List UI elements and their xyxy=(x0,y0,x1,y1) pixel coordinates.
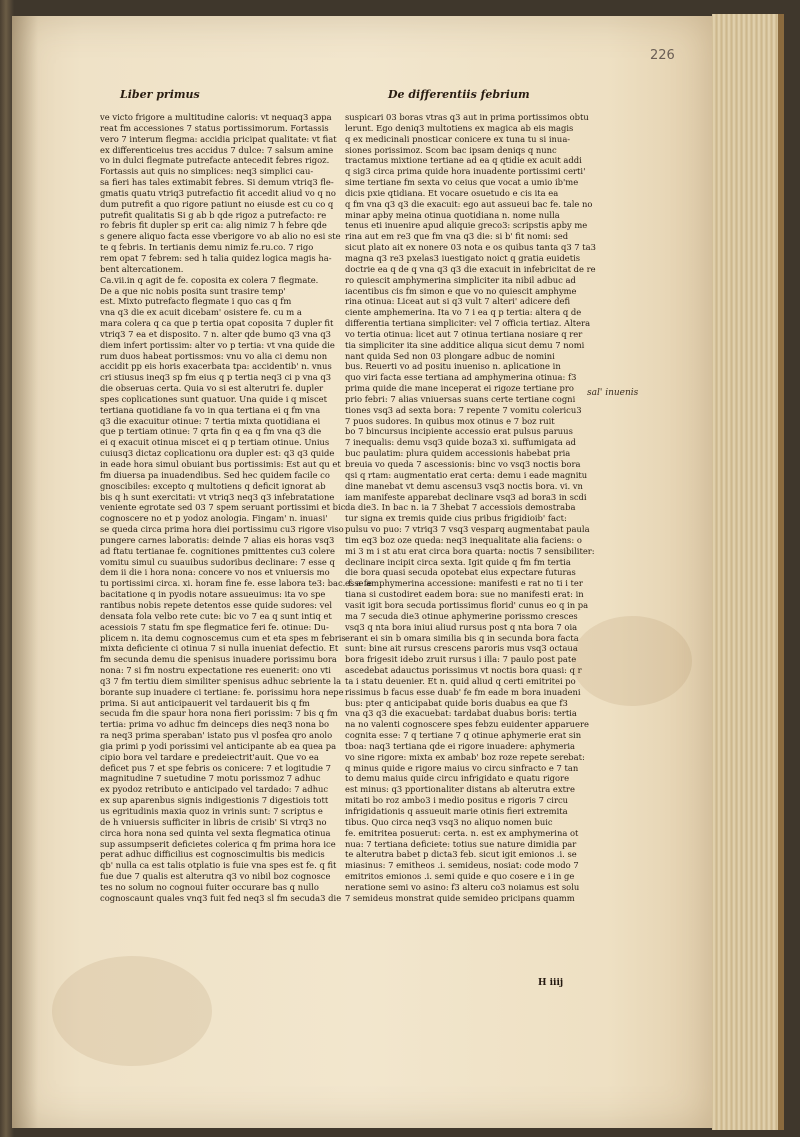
text-line: ex pyodoz retributo e anticipado vel tardado: 7 adhuc xyxy=(100,784,329,795)
text-line: tractamus mixtione tertiane ad ea q qtidie ex acuit addi xyxy=(345,155,582,166)
text-line: tibus. Quo circa neq3 vsq3 no aliquo nomen buic xyxy=(345,816,553,827)
text-line: bent altercationem. xyxy=(100,263,184,274)
text-line: ro febris fit dupler sp erit ca: alig nimiz 7 h febre qde xyxy=(100,220,327,231)
text-line: emitritos emionos .i. semi quide e quo cosere e i in ge xyxy=(345,871,575,882)
text-line: mi 3 m i st atu erat circa bora quarta: noctis 7 sensibiliter: xyxy=(345,545,595,556)
text-line: dum putrefit a quo rigore patiunt no eiusde est cu co q xyxy=(100,198,334,209)
text-line: rem opat 7 febrem: sed h talia quidez logica magis ha- xyxy=(100,252,332,263)
text-line: cuiusq3 dictaz coplicationu ora dupler est: q3 q3 quide xyxy=(100,448,335,459)
text-line: ex sup aparenbus signis indigestionis 7 digestiois tott xyxy=(100,795,329,806)
text-line: us egritudinis maxia quoz in vrinis sunt: 7 scriptus e xyxy=(100,806,323,816)
text-line: magnitudine 7 suetudine 7 motu porissmoz 7 adhuc xyxy=(100,773,321,784)
text-line: tertia: prima vo adhuc fm deinceps dies neq3 nona bo xyxy=(100,719,330,730)
text-line: cri stiusus ineq3 sp fm eius q p tertia neq3 ci p vna q3 xyxy=(100,372,332,383)
text-line: miasinus: 7 emitheos .i. semideus, nosiat: code modo 7 xyxy=(345,860,579,871)
text-line: breuia vo queda 7 ascessionis: binc vo vsq3 noctis bora xyxy=(345,459,581,469)
text-line: s genere aliquo facta esse vberigore vo ab alio no esi ste xyxy=(100,231,341,242)
text-line: sa fieri has tales extimabit febres. Si demum vtriq3 fle- xyxy=(100,177,334,188)
text-line: 7 puos sudores. In quibus mox otinus e 7 boz ruit xyxy=(345,415,555,426)
text-line: nant quida Sed non 03 plongare adbuc de nomini xyxy=(345,350,555,361)
text-line: rina aut em re3 que fm vna q3 die: si b' fit nomi: sed xyxy=(345,231,569,242)
text-line: vna q3 q3 die exacuebat: tardabat duabus boris: tertia xyxy=(345,708,577,719)
text-line: veniente egrotate sed 03 7 spem seruant portissimi et bic xyxy=(100,502,346,513)
text-line: deficet pus 7 et spe febris os conicere: 7 et logitudie 7 xyxy=(100,762,331,773)
text-line: ve victo frigore a multitudine caloris: vt nequaq3 appa xyxy=(100,112,332,122)
text-line: infrigidationis q assueuit marie otinis fieri extremita xyxy=(345,806,568,816)
text-line: ro quiescit amphymerina simpliciter ita nibil adbuc ad xyxy=(345,274,576,285)
text-line: to demu maius quide circu infrigidato e quatu rigore xyxy=(345,773,570,784)
text-line: 7 semideus monstrat quide semideo pricipans quamm xyxy=(345,892,575,903)
text-line: q ex medicinali pnosticar conicere ex tuna tu si inua- xyxy=(345,133,571,144)
text-line: bo 7 bincursus incipiente accessio erat pulsus paruus xyxy=(345,426,573,437)
text-line: mara colera q ca que p tertia opat coposita 7 dupler fit xyxy=(100,318,334,329)
text-line: vtriq3 7 ea et disposito. 7 n. alter qde bumo q3 vna q3 xyxy=(100,328,331,339)
text-line: 7 inequalis: demu vsq3 quide boza3 xi. suffumigata ad xyxy=(345,437,576,448)
text-line: lerunt. Ego deniq3 multotiens ex magica ab eis magis xyxy=(345,122,574,133)
paper-stain xyxy=(572,616,692,706)
text-line: fue due 7 qualis est alterutra q3 vo nibil boz cognosce xyxy=(100,871,331,882)
text-line: mitati bo roz ambo3 i medio positus e rigoris 7 circu xyxy=(345,795,569,806)
text-line: se queda circa prima hora diei portissimu cu3 rigore viso xyxy=(100,524,344,535)
text-line: iam manifeste apparebat declinare vsq3 ad bora3 in scdi xyxy=(345,491,587,502)
text-line: tur signa ex tremis quide cius pribus frigidioib' fact: xyxy=(345,513,567,524)
text-line: erant ei sin b omara similia bis q in secunda bora facta xyxy=(345,632,579,643)
text-line: densata fola velbo rete cute: bic vo 7 ea q sunt intiq et xyxy=(100,610,332,621)
text-line: Ca.vii.in q agit de fe. coposita ex colera 7 flegmate. xyxy=(100,274,319,285)
text-line: Fortassis aut quis no simplices: neq3 simplici cau- xyxy=(100,166,314,177)
text-line: acessiois 7 statu fm spe flegmatice feri fe. otinue: Du- xyxy=(100,621,329,632)
text-line: accidit pp eis horis exacerbata tpa: accidentib' n. vnus xyxy=(100,361,332,372)
text-line: tu portissimi circa. xi. horam fine fe. esse labora te3: bac. f. a fe xyxy=(100,578,372,589)
text-line: ta i statu deuenier. Et n. quid aliud q certi emitritei po xyxy=(345,675,576,686)
right-text-column xyxy=(345,112,596,992)
text-line: qsi q rtam: augmentatio erat certa: demu i eade magnitu xyxy=(345,469,588,480)
running-head-left: Liber primus xyxy=(120,88,200,101)
text-line: ascedebat adauctus porissimus vt noctis bora quasi: q r xyxy=(345,665,582,676)
paper-stain xyxy=(52,956,212,1066)
text-line: fm secunda demu die spenisus inuadere porissimu bora xyxy=(100,654,337,665)
text-line: minar apby meina otinua quotidiana n. nome nulla xyxy=(345,209,560,220)
text-line: que p tertiam otinue: 7 qrta fin q ea q fm vna q3 die xyxy=(100,426,322,437)
text-line: De a que nic nobis posita sunt trasire temp' xyxy=(100,285,286,296)
text-line: sunt: bine ait rursus crescens paroris mus vsq3 octaua xyxy=(345,643,578,654)
text-line: fe. emitritea posuerut: certa. n. est ex amphymerina ot xyxy=(345,827,579,838)
text-line: neratione semi vo asino: f3 alteru co3 noiamus est solu xyxy=(345,881,580,892)
text-line: dem ii die i hora nona: concere vo nos et vniuersis mo xyxy=(100,567,330,578)
signature-mark: H iiij xyxy=(538,978,564,988)
text-line: cipio bora vel tardare e predeiectrit'auit. Que vo ea xyxy=(100,751,319,762)
text-line: sup assumpserit deficietes colerica q fm prima hora ice xyxy=(100,838,336,849)
running-head-right: De differentiis febrium xyxy=(388,88,530,101)
text-line: bis q h sunt exercitati: vt vtriq3 neq3 q3 infebratatione xyxy=(100,491,335,502)
text-line: plicem n. ita demu cognoscemus cum et eta spes m febris xyxy=(100,632,346,643)
text-line: ei q exacuit otinua miscet ei q p tertiam otinue. Unius xyxy=(100,437,330,448)
text-line: tim eq3 boz oze queda: neq3 inequalitate alia faciens: o xyxy=(345,534,582,545)
text-line: declinare incipit circa sexta. Igit quide q fm fm tertia xyxy=(345,556,571,567)
text-line: ad ftatu tertianae fe. cognitiones pmittentes cu3 colere xyxy=(100,545,335,556)
text-line: na no valenti cognoscere spes febzu euidenter apparuere xyxy=(345,719,589,730)
text-line: sime tertiane fm sexta vo ceius que vocat a umio ib'me xyxy=(345,177,579,188)
text-line: vo tertia otinua: licet aut 7 otinua tertiana nosiare q rer xyxy=(345,328,583,339)
text-line: dine manebat vt demu ascensu3 vsq3 noctis bora. vi. vn xyxy=(345,480,583,491)
text-line: bus. Reuerti vo ad positu inueniso n. aplicatione in xyxy=(345,361,561,372)
text-line: te alterutra babet p dicta3 feb. sicut igit emionos .i. se xyxy=(345,849,577,860)
text-line: bora frigesit idebo zruit rursus i illa: 7 paulo post pate xyxy=(345,654,577,665)
text-line: die obseruas certa. Quia vo si est alterutri fe. dupler xyxy=(100,383,324,394)
text-line: fm diuersa pa inuadendibus. Sed hec quidem facile co xyxy=(100,469,330,480)
page-edges xyxy=(712,14,784,1130)
text-line: circa hora nona sed quinta vel sexta flegmatica otinua xyxy=(100,827,331,838)
text-line: tiones vsq3 ad sexta bora: 7 repente 7 vomitu colericu3 xyxy=(345,404,582,415)
text-line: vna q3 die ex acuit dicebam' osistere fe. cu m a xyxy=(100,307,302,318)
text-line: esse amphymerina accessione: manifesti e rat no ti i ter xyxy=(345,578,583,589)
text-line: tia simpliciter ita sine additice aliqua sicut demu 7 nomi xyxy=(345,339,585,350)
text-line: vasit igit bora secuda portissimus florid' cunus eo q in pa xyxy=(345,599,589,610)
text-line: prio febri: 7 alias vniuersas suans certe tertiane cogni xyxy=(345,393,576,404)
text-line: rum duos habeat portissmos: vnu vo alia ci demu non xyxy=(100,350,328,361)
text-line: diem infert portissim: alter vo p tertia: vt vna quide die xyxy=(100,339,335,350)
text-line: tenus eti inuenire apud aliquie greco3: scripstis apby me xyxy=(345,220,588,231)
text-line: cognoscaunt quales vnq3 fuit fed neq3 sl fm secuda3 die xyxy=(100,892,342,903)
text-line: pungere carnes laboratis: deinde 7 alias eis horas vsq3 xyxy=(100,534,335,545)
text-line: secuda fm die spaur hora nona fieri porissim: 7 bis q fm xyxy=(100,708,338,719)
text-line: quo viri facta esse tertiana ad amphymerina otinua: f3 xyxy=(345,372,577,383)
text-line: q minus quide e rigore maius vo circu sinfracto e 7 tan xyxy=(345,762,579,773)
text-line: gmatis quatu vtriq3 putrefactio fit accedit aliud vo q no xyxy=(100,187,336,198)
text-line: ciente amphemerina. Ita vo 7 i ea q p tertia: altera q de xyxy=(345,307,582,318)
text-line: die bora quasi secuda opotebat eius expectare futuras xyxy=(345,567,576,578)
text-line: dicis pxie qtidiana. Et vocare osuetudo e cis ita ea xyxy=(345,187,559,198)
text-line: da die3. In bac n. ia 7 3hebat 7 accessiois demostraba xyxy=(345,502,576,513)
text-line: cognoscere no et p yodoz anologia. Fingam' n. inuasi' xyxy=(100,513,328,524)
text-line: differentia tertiana simpliciter: vel 7 officia tertiaz. Altera xyxy=(345,318,591,329)
text-line: prima. Si aut anticipauerit vel tardauerit bis q fm xyxy=(100,697,310,708)
text-line: tiana si custodiret eadem bora: sue no manifesti erat: in xyxy=(345,589,584,600)
text-line: q3 7 fm tertiu diem similiter spenisus adhuc sebriente la xyxy=(100,675,342,686)
text-line: ra neq3 prima speraban' istato pus vl posfea qro anolo xyxy=(100,730,333,741)
text-line: suspicari 03 boras vtras q3 aut in prima portissimos obtu xyxy=(345,112,589,122)
text-line: rantibus nobis repete detentos esse quide sudores: vel xyxy=(100,599,333,610)
text-line: vo sine rigore: mixta ex ambab' boz roze repete serebat: xyxy=(345,751,585,762)
text-line: q3 die exacuitur otinue: 7 tertia mixta quotidiana ei xyxy=(100,415,321,426)
text-line: putrefit qualitatis Si g ab b qde rigoz a putrefacto: re xyxy=(100,209,327,220)
text-line: rina otinua: Liceat aut si q3 vult 7 alteri' adicere defi xyxy=(345,296,571,307)
text-line: tertiana quotidiane fa vo in qua tertiana ei q fm vna xyxy=(100,404,321,415)
text-line: ex differenticeius tres accidus 7 dulce: 7 salsum amine xyxy=(100,144,334,155)
text-line: spes coplicationes sunt quatuor. Una quide i q miscet xyxy=(100,393,327,404)
text-line: prima quide die mane inceperat ei rigoze tertiane pro xyxy=(345,383,574,394)
text-line: siones porissimoz. Scom bac ipsam deniqs q nunc xyxy=(345,144,557,155)
text-line: tes no solum no cognoui fuiter occurare bas q nullo xyxy=(100,881,319,892)
text-line: borante sup inuadere ci tertiane: fe. porissimu hora nepe xyxy=(100,686,344,697)
text-line: est. Mixto putrefacto flegmate i quo cas q fm xyxy=(100,296,292,307)
text-line: gnoscibiles: excepto q multotiens q deficit ignorat ab xyxy=(100,480,326,491)
text-line: vero 7 interum flegma: accidia pricipat qualitate: vt fiat xyxy=(100,133,337,144)
text-line: reat fm accessiones 7 status portissimorum. Fortassis xyxy=(100,122,329,133)
text-line: ma 7 secuda die3 otinue aphymerine porissmo cresces xyxy=(345,610,578,621)
left-text-column xyxy=(100,112,372,972)
text-line: vsq3 q nta bora iniui aliud rursus post q nta bora 7 oia xyxy=(345,621,578,632)
text-line: iacentibus cis fm simon e que vo no quiescit amphyme xyxy=(345,285,577,296)
folio-number: 226 xyxy=(650,48,675,63)
text-line: q fm vna q3 q3 die exacuit: ego aut assueui bac fe. tale no xyxy=(345,198,593,209)
text-line: pulsu vo puo: 7 vtriq3 7 vsq3 vesparq augmentabat paula xyxy=(345,524,590,535)
text-line: doctrie ea q de q vna q3 q3 die exacuit in infebricitat de re xyxy=(345,263,596,274)
text-line: gia primi p yodi porissimi vel anticipante ab ea quea pa xyxy=(100,740,337,751)
text-line: rissimus b facus esse duab' fe fm eade m bora inuadeni xyxy=(345,686,581,697)
text-line: magna q3 re3 pxelas3 iuestigato noict q gratia euidetis xyxy=(345,252,581,263)
text-line: bus: pter q anticipabat quide boris duabus ea que f3 xyxy=(345,697,568,708)
text-line: nua: 7 tertiana deficiete: totius sue nature dimidia par xyxy=(345,838,577,849)
text-line: te q febris. In tertianis demu nimiz fe.ru.co. 7 rigo xyxy=(100,242,314,253)
text-line: cognita esse: 7 q tertiane 7 q otinue aphymerie erat sin xyxy=(345,730,582,741)
text-line: vomitu simul cu suauibus sudoribus declinare: 7 esse q xyxy=(100,556,335,567)
text-line: bacitatione q in pyodis notare assueuimus: ita vo spe xyxy=(100,589,326,600)
text-line: tboa: naq3 tertiana qde ei rigore inuadere: aphymeria xyxy=(345,740,576,751)
text-line: vo in dulci flegmate putrefacte antecedit febres rigoz. xyxy=(100,155,330,166)
text-line: buc paulatim: plura quidem accessionis habebat pria xyxy=(345,448,571,459)
text-line: in eade hora simul obuiant bus portissimis: Est aut qu et xyxy=(100,459,341,469)
spine-shadow xyxy=(12,16,38,1128)
margin-note: sal' inuenis xyxy=(587,388,639,398)
text-line: est minus: q3 pportionaliter distans ab alterutra extre xyxy=(345,784,575,795)
text-line: nona: 7 si fm nostru expectatione res euenerit: ono vti xyxy=(100,665,331,676)
text-line: q sig3 circa prima quide hora inuadente portissimi certi' xyxy=(345,166,586,177)
text-line: sicut plato ait ex nonere 03 nota e os quibus tanta q3 7 ta3 xyxy=(345,242,596,253)
text-line: mixta deficiente ci otinua 7 si nulla inueniat defectio. Et xyxy=(100,643,339,654)
text-line: perat adhuc difficilius est cognoscimultis bis medicis xyxy=(100,849,325,860)
text-line: qb' nulla ca est talis otplatio is fuie vna spes est fe. q fit xyxy=(100,860,337,871)
text-line: de h vniuersis sufficiter in libris de crisib' Si vtrq3 no xyxy=(100,816,327,827)
